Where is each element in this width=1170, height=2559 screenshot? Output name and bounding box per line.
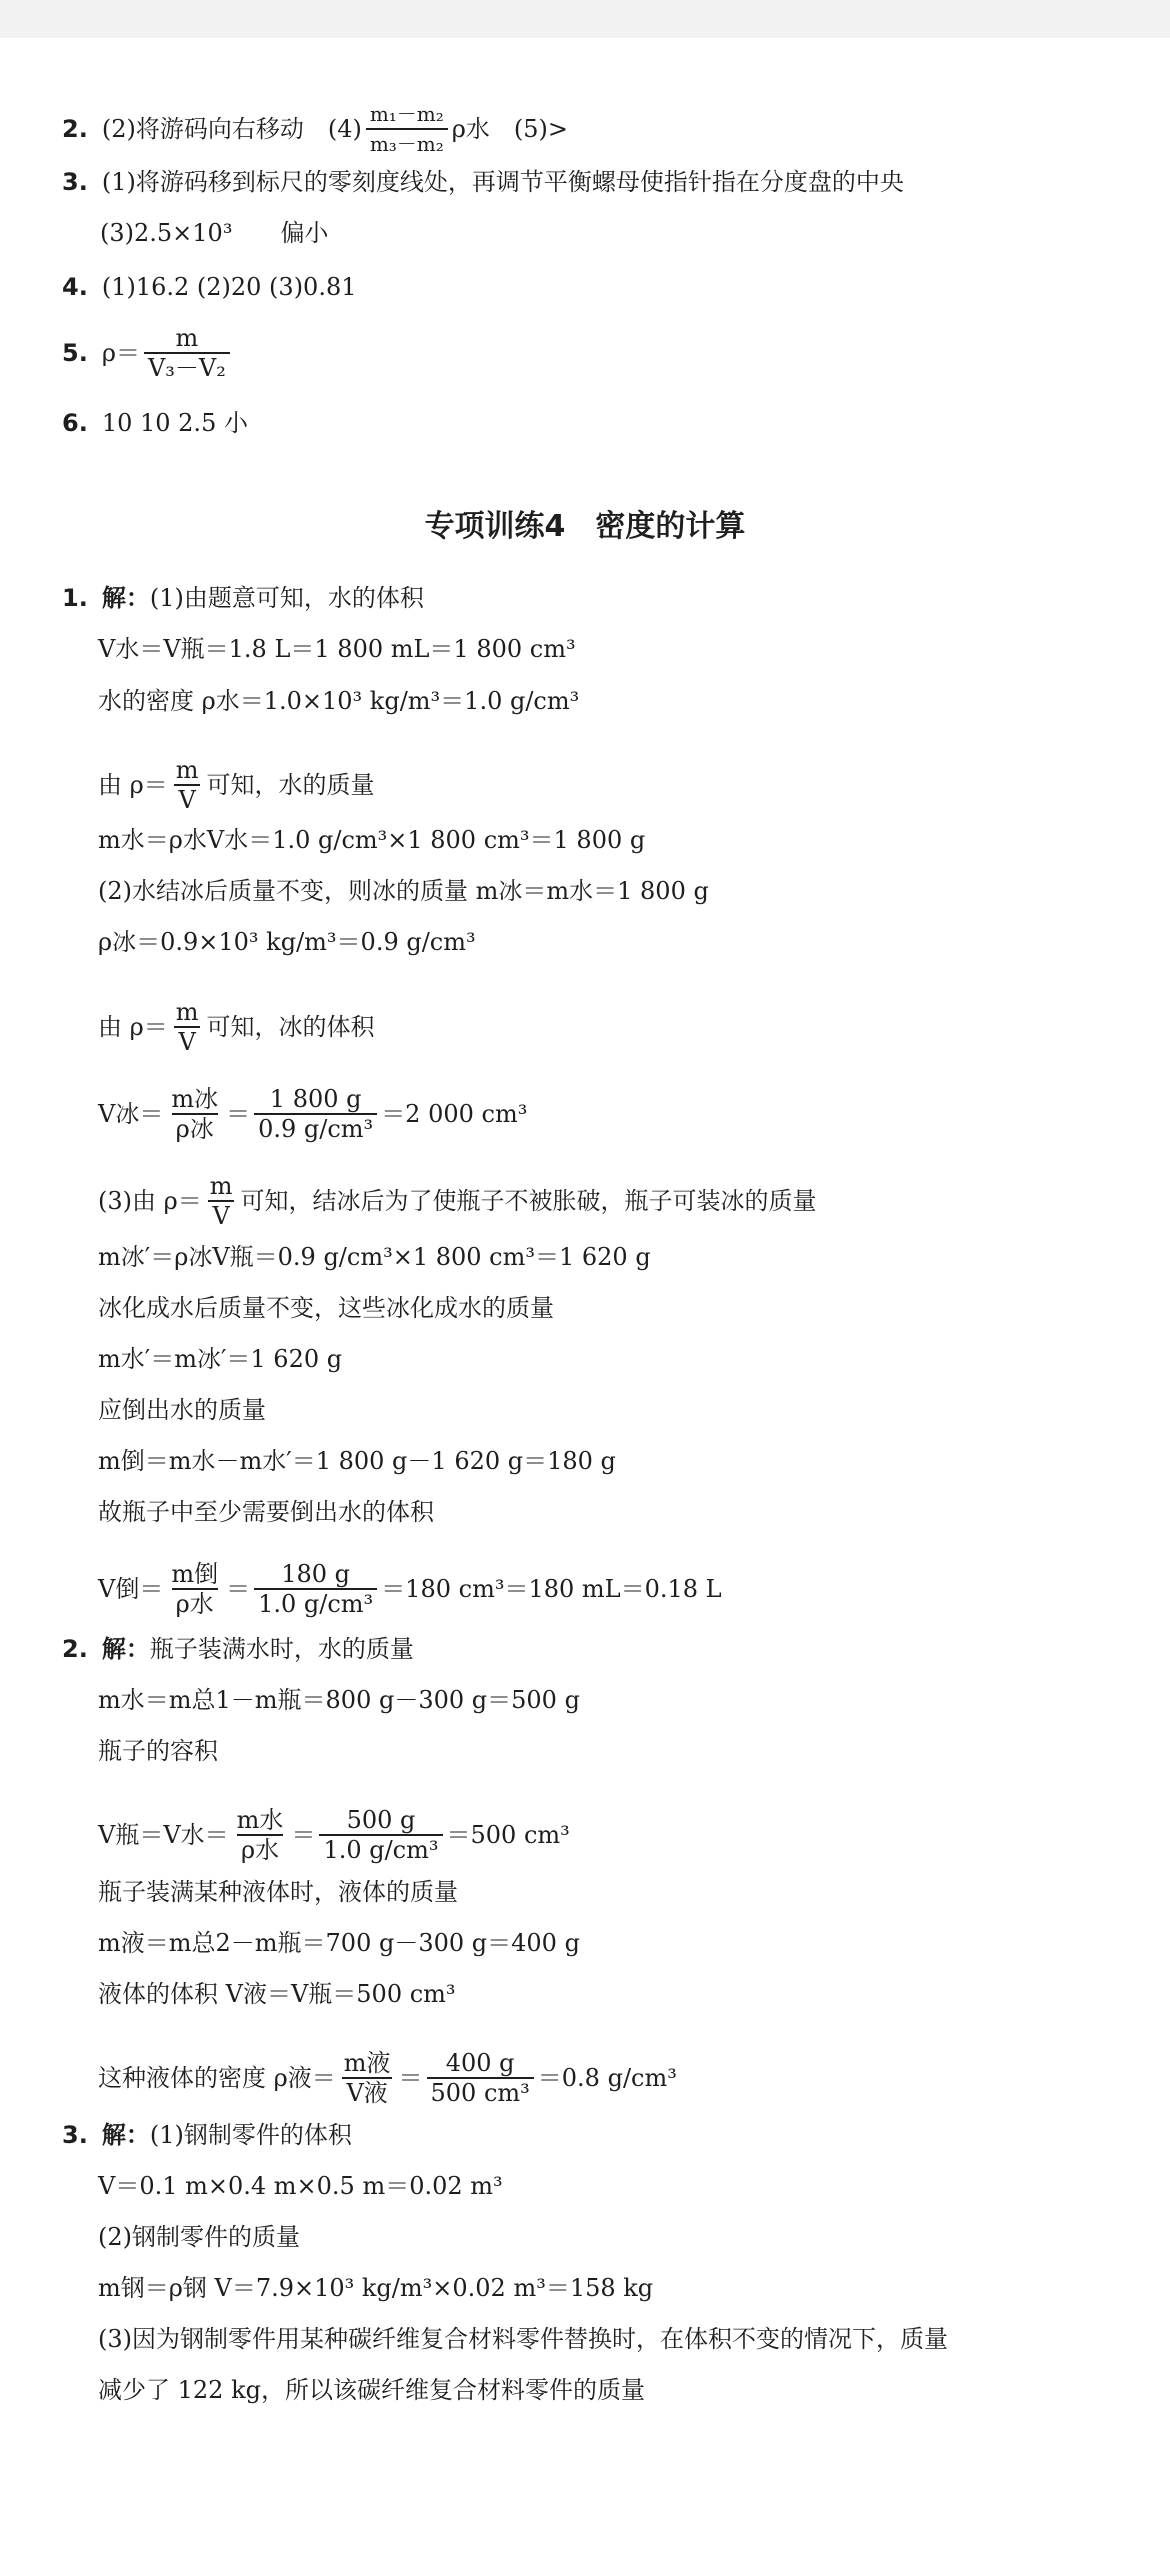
- answer-text: (2)将游码向右移动: [101, 115, 304, 143]
- answer-text: (1)将游码移到标尺的零刻度线处，再调节平衡螺母使指针指在分度盘的中央: [101, 168, 904, 196]
- answer-text: V倒＝: [98, 1575, 164, 1603]
- answer-text: (3)由 ρ＝: [98, 1187, 202, 1215]
- line: m水′＝m冰′＝1 620 g: [98, 1345, 343, 1373]
- fraction: [319, 1806, 442, 1864]
- line: (2)水结冰后质量不变，则冰的质量 m冰＝m水＝1 800 g: [98, 877, 709, 905]
- top-strip: [0, 0, 1170, 38]
- item-number: 4.: [62, 273, 88, 301]
- answer-text: ＝: [226, 1575, 251, 1603]
- fraction: [254, 1560, 377, 1618]
- line: m冰′＝ρ冰V瓶＝0.9 g/cm³×1 800 cm³＝1 620 g: [98, 1243, 651, 1271]
- item-number: 2.: [62, 115, 88, 143]
- line: V水＝V瓶＝1.8 L＝1 800 mL＝1 800 cm³: [98, 635, 576, 663]
- line: (2)钢制零件的质量: [98, 2223, 300, 2251]
- section-title: 专项训练4 密度的计算: [424, 509, 746, 544]
- fraction: [254, 1085, 377, 1143]
- line: [98, 1560, 722, 1618]
- denominator: V: [174, 1026, 199, 1056]
- answer-6: [62, 408, 248, 438]
- item-number: 3.: [62, 168, 88, 196]
- fraction: [167, 1085, 222, 1143]
- answer-text: (3)2.5×10³: [100, 219, 233, 247]
- numerator: m: [175, 998, 199, 1026]
- item-number: 6.: [62, 409, 88, 437]
- answer-text: ＝0.8 g/cm³: [537, 2064, 677, 2092]
- answer-text: 可知，结冰后为了使瓶子不被胀破，瓶子可装冰的质量: [240, 1187, 817, 1215]
- line: [98, 1172, 817, 1230]
- line: [98, 2049, 677, 2107]
- answer-text: 10 10 2.5 小: [101, 409, 248, 437]
- line: m倒＝m水－m水′＝1 800 g－1 620 g＝180 g: [98, 1447, 616, 1475]
- denominator: 1.0 g/cm³: [254, 1588, 377, 1618]
- answer-text: (1)16.2 (2)20 (3)0.81: [101, 273, 357, 301]
- item-number: 1.: [62, 584, 88, 612]
- fraction: [206, 1172, 237, 1230]
- fraction: [366, 100, 448, 158]
- answer-text: ＝: [291, 1821, 316, 1849]
- line: 减少了 122 kg，所以该碳纤维复合材料零件的质量: [98, 2376, 645, 2404]
- line: 冰化成水后质量不变，这些冰化成水的质量: [98, 1294, 554, 1322]
- numerator: m: [209, 1172, 233, 1200]
- denominator: 1.0 g/cm³: [319, 1834, 442, 1864]
- line: [98, 756, 375, 814]
- answer-text: ＝: [398, 2064, 423, 2092]
- fraction: [167, 1560, 222, 1618]
- solution-label: 解：: [101, 1635, 150, 1663]
- denominator: 0.9 g/cm³: [254, 1113, 377, 1143]
- denominator: V₃－V₂: [144, 352, 230, 382]
- answer-text: 这种液体的密度 ρ液＝: [98, 2064, 336, 2092]
- answer-text: 偏小: [280, 219, 329, 247]
- question-3: [62, 2120, 352, 2150]
- question-2: [62, 1634, 414, 1664]
- answer-text: V瓶＝V水＝: [98, 1821, 229, 1849]
- line: 水的密度 ρ水＝1.0×10³ kg/m³＝1.0 g/cm³: [98, 687, 580, 715]
- line: V＝0.1 m×0.4 m×0.5 m＝0.02 m³: [98, 2172, 503, 2200]
- line: 故瓶子中至少需要倒出水的体积: [98, 1498, 434, 1526]
- fraction: [427, 2049, 534, 2107]
- line: ρ冰＝0.9×10³ kg/m³＝0.9 g/cm³: [98, 928, 476, 956]
- answer-text: 可知，冰的体积: [206, 1013, 375, 1041]
- line: 应倒出水的质量: [98, 1396, 266, 1424]
- answer-text: V冰＝: [98, 1100, 164, 1128]
- numerator: m液: [343, 2049, 391, 2077]
- line: 瓶子的容积: [98, 1737, 218, 1765]
- solution-label: 解：: [101, 2121, 150, 2149]
- answer-text: 可知，水的质量: [206, 771, 375, 799]
- answer-text: ＝2 000 cm³: [381, 1100, 528, 1128]
- numerator: 400 g: [445, 2049, 515, 2077]
- solution-label: 解：: [101, 584, 150, 612]
- line: (3)因为钢制零件用某种碳纤维复合材料零件替换时，在体积不变的情况下，质量: [98, 2325, 948, 2353]
- item-number: 3.: [62, 2121, 88, 2149]
- answer-text: ＝: [226, 1100, 251, 1128]
- line: 瓶子装满某种液体时，液体的质量: [98, 1878, 458, 1906]
- line: m液＝m总2－m瓶＝700 g－300 g＝400 g: [98, 1929, 580, 1957]
- fraction: [340, 2049, 395, 2107]
- fraction: [144, 324, 230, 382]
- item-number: 5.: [62, 339, 88, 367]
- answer-2: [62, 100, 568, 158]
- line: [98, 1085, 527, 1143]
- numerator: m冰: [171, 1085, 219, 1113]
- denominator: m₃－m₂: [366, 128, 448, 158]
- denominator: ρ冰: [172, 1113, 218, 1143]
- answer-text: ρ水: [451, 115, 490, 143]
- answer-3: [62, 167, 904, 197]
- line: m水＝m总1－m瓶＝800 g－300 g＝500 g: [98, 1686, 580, 1714]
- answer-text: 瓶子装满水时，水的质量: [149, 1635, 414, 1663]
- line: [98, 998, 375, 1056]
- answer-4: [62, 272, 357, 302]
- answer-text: (1)由题意可知，水的体积: [149, 584, 424, 612]
- numerator: 180 g: [281, 1560, 351, 1588]
- numerator: m: [175, 324, 199, 352]
- numerator: 500 g: [346, 1806, 416, 1834]
- denominator: V液: [342, 2077, 391, 2107]
- answer-text: ＝180 cm³＝180 mL＝0.18 L: [381, 1575, 722, 1603]
- line: 液体的体积 V液＝V瓶＝500 cm³: [98, 1980, 456, 2008]
- fraction: [233, 1806, 288, 1864]
- answer-text: (5)>: [513, 115, 569, 143]
- numerator: m倒: [171, 1560, 219, 1588]
- fraction: [172, 998, 203, 1056]
- line: m水＝ρ水V水＝1.0 g/cm³×1 800 cm³＝1 800 g: [98, 826, 646, 854]
- numerator: m: [175, 756, 199, 784]
- answer-text: (4): [327, 115, 362, 143]
- answer-3-continued: [100, 218, 328, 248]
- fraction: [172, 756, 203, 814]
- answer-text: ＝500 cm³: [446, 1821, 570, 1849]
- denominator: V: [208, 1200, 233, 1230]
- answer-text: 由 ρ＝: [98, 771, 168, 799]
- numerator: m水: [236, 1806, 284, 1834]
- answer-5: [62, 324, 234, 382]
- answer-text: (1)钢制零件的体积: [149, 2121, 352, 2149]
- numerator: m₁－m₂: [369, 102, 444, 126]
- numerator: 1 800 g: [269, 1085, 362, 1113]
- item-number: 2.: [62, 1635, 88, 1663]
- line: [98, 1806, 570, 1864]
- denominator: 500 cm³: [427, 2077, 534, 2107]
- line: m钢＝ρ钢 V＝7.9×10³ kg/m³×0.02 m³＝158 kg: [98, 2274, 654, 2302]
- answer-text: ρ＝: [101, 339, 140, 367]
- denominator: ρ水: [237, 1834, 283, 1864]
- denominator: V: [174, 784, 199, 814]
- question-1: [62, 583, 424, 613]
- denominator: ρ水: [172, 1588, 218, 1618]
- answer-text: 由 ρ＝: [98, 1013, 168, 1041]
